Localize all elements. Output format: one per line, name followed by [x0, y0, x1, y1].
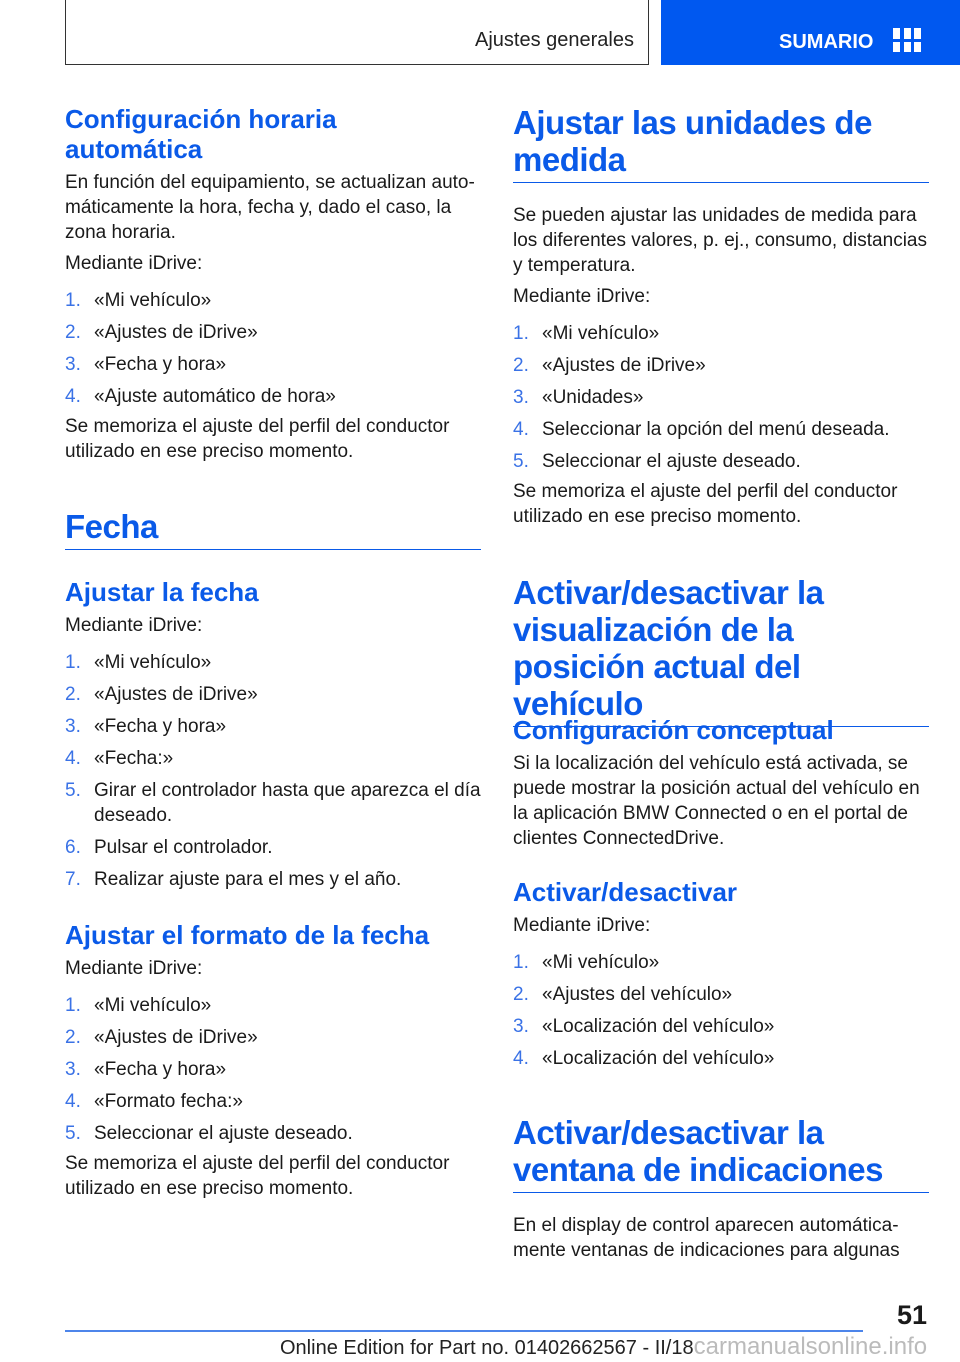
- step-text: «Mi vehículo»: [94, 995, 212, 1016]
- step-number: 5.: [65, 1123, 81, 1144]
- steps-list: [513, 321, 929, 474]
- list-item: [65, 682, 481, 707]
- step-number: 6.: [65, 837, 81, 858]
- section-activate: [513, 877, 929, 1078]
- edition-text: Online Edition for Part no. 01402662567 - II/18: [280, 1337, 694, 1359]
- footer-text: [280, 1333, 927, 1361]
- step-text: «Localización del vehículo»: [542, 1048, 775, 1069]
- step-text: «Mi vehículo»: [94, 290, 212, 311]
- step-number: 4.: [65, 386, 81, 407]
- list-item: [65, 650, 481, 675]
- step-number: 2.: [65, 1027, 81, 1048]
- sumario-button[interactable]: [661, 0, 960, 65]
- step-number: 5.: [513, 451, 529, 472]
- steps-list: [513, 950, 929, 1071]
- list-item: [65, 835, 481, 860]
- section-set-date: [65, 577, 481, 899]
- step-number: 1.: [513, 323, 529, 344]
- list-item: [65, 352, 481, 377]
- paragraph: Mediante iDrive:: [65, 615, 203, 636]
- step-text: Realizar ajuste para el mes y el año.: [94, 869, 402, 890]
- heading: Configuración horaria automática: [65, 104, 337, 164]
- list-item: [65, 384, 481, 409]
- paragraph: Si la localización del vehículo está activada, se puede mostrar la posición actual del vehículo en la aplicación BMW Connected o en el portal de clientes ConnectedDrive.: [513, 753, 920, 849]
- section-auto-time: [65, 104, 481, 464]
- section-position: [513, 574, 929, 727]
- step-text: «Ajustes de iDrive»: [94, 1027, 258, 1048]
- step-number: 3.: [65, 354, 81, 375]
- step-number: 4.: [513, 1048, 529, 1069]
- step-text: «Mi vehículo»: [542, 952, 660, 973]
- step-text: Seleccionar la opción del menú deseada.: [542, 419, 890, 440]
- step-number: 2.: [513, 984, 529, 1005]
- step-text: «Fecha y hora»: [94, 354, 227, 375]
- sumario-label: SUMARIO: [779, 31, 874, 53]
- list-item: [65, 993, 481, 1018]
- list-item: [513, 385, 929, 410]
- paragraph: Mediante iDrive:: [513, 915, 651, 936]
- step-text: «Ajustes de iDrive»: [94, 322, 258, 343]
- step-number: 7.: [65, 869, 81, 890]
- grid-icon: [893, 28, 921, 52]
- steps-list: [65, 288, 481, 409]
- list-item: [65, 288, 481, 313]
- list-item: [65, 778, 481, 828]
- step-number: 3.: [513, 1016, 529, 1037]
- step-text: Pulsar el controlador.: [94, 837, 273, 858]
- watermark: carmanualsonline.info: [693, 1333, 928, 1360]
- heading: Activar/desactivar: [513, 877, 738, 907]
- paragraph: Mediante iDrive:: [513, 286, 651, 307]
- step-number: 3.: [65, 1059, 81, 1080]
- list-item: [65, 1057, 481, 1082]
- steps-list: [65, 993, 481, 1146]
- heading: Ajustar la fecha: [65, 577, 259, 607]
- step-text: «Ajustes de iDrive»: [542, 355, 706, 376]
- step-text: Girar el controlador hasta que aparezca el día deseado.: [94, 780, 481, 826]
- step-number: 5.: [65, 780, 81, 801]
- list-item: [65, 320, 481, 345]
- list-item: [513, 321, 929, 346]
- step-text: «Fecha:»: [94, 748, 174, 769]
- paragraph: Se memoriza el ajuste del perfil del conductor utilizado en ese preciso momento.: [65, 1153, 450, 1199]
- step-number: 1.: [65, 995, 81, 1016]
- step-number: 1.: [513, 952, 529, 973]
- list-item: [513, 1014, 929, 1039]
- step-text: «Ajuste automático de hora»: [94, 386, 336, 407]
- paragraph: En función del equipamiento, se actualizan automáticamente la hora, fecha y, dado el caso, la zona horaria.: [65, 172, 475, 243]
- list-item: [65, 1089, 481, 1114]
- list-item: [65, 746, 481, 771]
- step-text: Seleccionar el ajuste deseado.: [542, 451, 801, 472]
- list-item: [513, 950, 929, 975]
- heading: Activar/desactivar la ventana de indicaciones: [513, 1114, 929, 1193]
- paragraph: En el display de control aparecen automáticamente ventanas de indicaciones para algunas: [513, 1215, 900, 1261]
- section-hints-window: [513, 1114, 929, 1263]
- heading: Configuración conceptual: [513, 715, 834, 745]
- section-date-format: [65, 920, 481, 1201]
- step-number: 1.: [65, 290, 81, 311]
- paragraph: Se memoriza el ajuste del perfil del conductor utilizado en ese preciso momento.: [65, 416, 450, 462]
- page-number: 51: [896, 1300, 927, 1330]
- heading: Fecha: [65, 508, 481, 550]
- header-section-box: [65, 0, 649, 65]
- step-number: 2.: [513, 355, 529, 376]
- step-number: 1.: [65, 652, 81, 673]
- step-text: «Localización del vehículo»: [542, 1016, 775, 1037]
- heading: Ajustar el formato de la fecha: [65, 920, 430, 950]
- step-number: 2.: [65, 322, 81, 343]
- paragraph: Mediante iDrive:: [65, 958, 203, 979]
- step-number: 4.: [513, 419, 529, 440]
- list-item: [513, 417, 929, 442]
- list-item: [513, 1046, 929, 1071]
- step-text: «Ajustes del vehículo»: [542, 984, 733, 1005]
- step-text: «Unidades»: [542, 387, 644, 408]
- paragraph: Se memoriza el ajuste del perfil del conductor utilizado en ese preciso momento.: [513, 481, 898, 527]
- step-number: 3.: [513, 387, 529, 408]
- list-item: [65, 867, 481, 892]
- step-text: «Mi vehículo»: [542, 323, 660, 344]
- step-text: «Ajustes de iDrive»: [94, 684, 258, 705]
- paragraph: Mediante iDrive:: [65, 253, 203, 274]
- step-number: 3.: [65, 716, 81, 737]
- section-concept: [513, 715, 929, 851]
- list-item: [513, 353, 929, 378]
- step-text: «Formato fecha:»: [94, 1091, 243, 1112]
- step-number: 4.: [65, 1091, 81, 1112]
- heading: Activar/desactivar la visualización de la posición actual del vehículo: [513, 574, 929, 727]
- list-item: [65, 1121, 481, 1146]
- step-text: «Fecha y hora»: [94, 716, 227, 737]
- list-item: [513, 982, 929, 1007]
- section-fecha: [65, 508, 481, 550]
- paragraph: Se pueden ajustar las unidades de medida para los diferentes valores, p. ej., consumo, distancias y temperatura.: [513, 205, 927, 276]
- steps-list: [65, 650, 481, 892]
- section-title: Ajustes generales: [475, 29, 634, 51]
- list-item: [513, 449, 929, 474]
- footer-divider: [65, 1330, 863, 1332]
- step-text: «Mi vehículo»: [94, 652, 212, 673]
- list-item: [65, 714, 481, 739]
- step-text: «Fecha y hora»: [94, 1059, 227, 1080]
- heading: Ajustar las unidades de medida: [513, 104, 929, 183]
- section-units: [513, 104, 929, 529]
- step-text: Seleccionar el ajuste deseado.: [94, 1123, 353, 1144]
- step-number: 2.: [65, 684, 81, 705]
- list-item: [65, 1025, 481, 1050]
- step-number: 4.: [65, 748, 81, 769]
